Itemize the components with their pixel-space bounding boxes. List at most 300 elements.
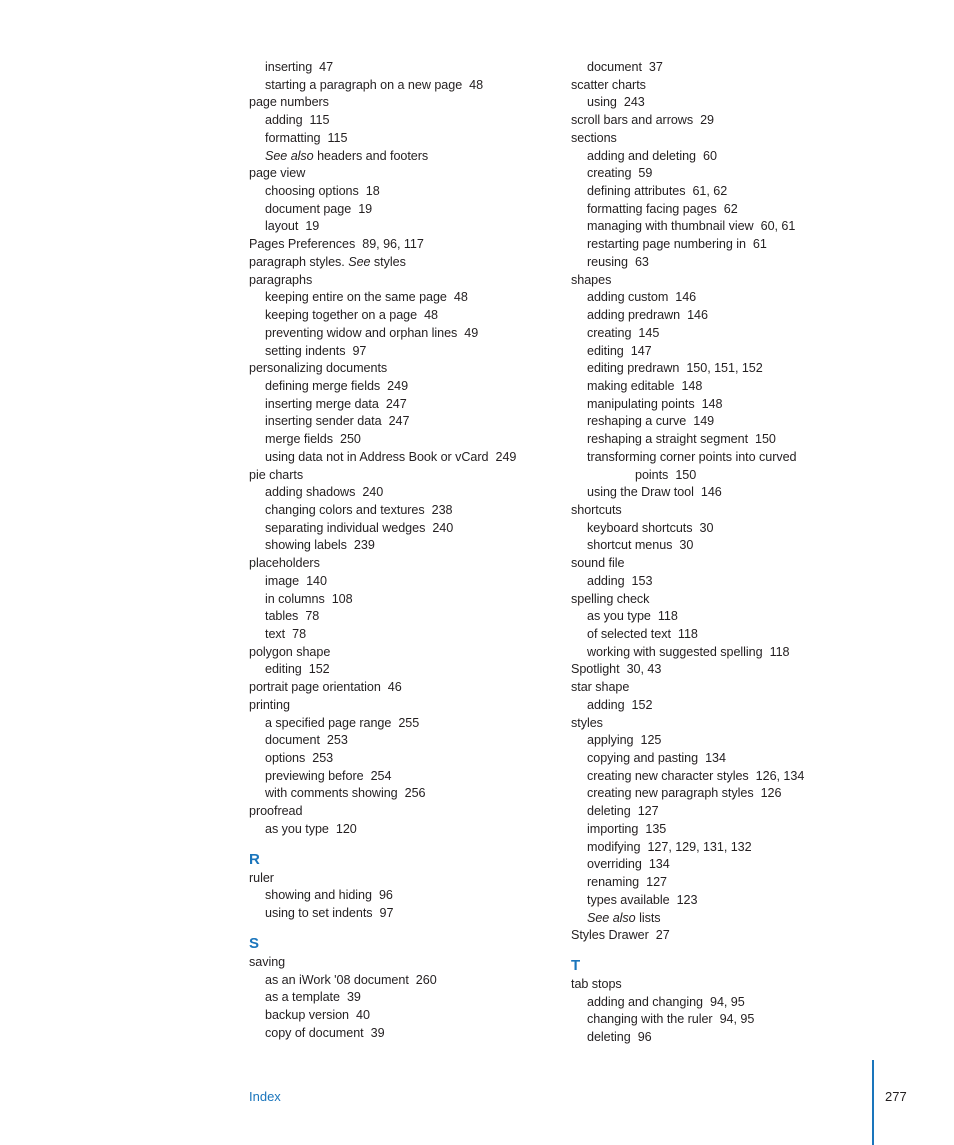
index-entry	[571, 715, 901, 733]
index-subentry	[249, 148, 549, 166]
index-subentry	[571, 626, 901, 644]
index-term: headers and footers	[313, 148, 429, 163]
page-reference: 240	[432, 520, 454, 535]
index-subentry	[571, 732, 901, 750]
index-subentry	[249, 750, 549, 768]
index-term: paragraph styles.	[249, 254, 349, 269]
index-entry	[249, 236, 549, 254]
page-reference: 152	[631, 697, 653, 712]
index-term: deleting	[587, 804, 631, 819]
index-subentry	[571, 892, 901, 910]
index-subentry	[249, 785, 549, 803]
index-term: adding	[265, 113, 303, 128]
page-reference: 153	[631, 573, 653, 588]
index-term: creating new paragraph styles	[587, 786, 754, 801]
index-subentry	[571, 839, 901, 857]
index-term: reusing	[587, 254, 628, 269]
index-term: setting indents	[265, 343, 346, 358]
page-reference: 149	[693, 414, 715, 429]
index-entry	[571, 976, 901, 994]
index-term: adding and deleting	[587, 148, 696, 163]
page-reference: 27	[655, 928, 670, 943]
index-entry	[249, 165, 549, 183]
page-reference: 97	[379, 906, 394, 921]
index-term: ruler	[249, 870, 274, 885]
page-reference: 239	[353, 538, 375, 553]
index-term: changing colors and textures	[265, 502, 425, 517]
index-term: tables	[265, 609, 299, 624]
index-subentry	[571, 573, 901, 591]
index-term: Spotlight	[571, 662, 620, 677]
index-subentry	[249, 989, 549, 1007]
page-reference: 134	[705, 751, 726, 766]
index-term: page view	[249, 166, 306, 181]
page-reference: 238	[431, 502, 453, 517]
index-subentry	[249, 1025, 549, 1043]
index-subentry	[249, 608, 549, 626]
index-subentry	[249, 972, 549, 990]
index-subentry	[249, 887, 549, 905]
page-reference: 18	[365, 184, 380, 199]
index-term: Styles Drawer	[571, 928, 649, 943]
index-subentry	[249, 715, 549, 733]
index-term: previewing before	[265, 768, 364, 783]
index-term: text	[265, 627, 286, 641]
index-subentry	[571, 994, 901, 1012]
index-entry	[249, 679, 549, 697]
index-term: styles	[571, 715, 603, 730]
index-term: adding	[587, 697, 625, 712]
index-term: a specified page range	[265, 715, 392, 730]
index-term: showing labels	[265, 538, 347, 553]
index-term: copy of document	[265, 1025, 364, 1040]
page-reference: 78	[305, 609, 320, 624]
index-subentry	[249, 183, 549, 201]
index-term: shapes	[571, 272, 612, 287]
index-subentry	[571, 165, 901, 183]
index-term: image	[265, 573, 300, 588]
index-term: in columns	[265, 591, 325, 606]
index-term: backup version	[265, 1007, 350, 1022]
page-reference: 94, 95	[710, 994, 745, 1009]
index-subentry	[249, 502, 549, 520]
page-reference: 115	[327, 130, 348, 145]
index-term: personalizing documents	[249, 361, 388, 376]
index-term: printing	[249, 697, 290, 712]
index-subentry	[571, 183, 901, 201]
index-subentry	[571, 644, 901, 662]
page-reference: 49	[464, 325, 479, 340]
index-term: working with suggested spelling	[587, 644, 763, 659]
index-subentry	[571, 431, 901, 449]
index-subentry	[571, 520, 901, 538]
page-reference: 97	[352, 343, 367, 358]
index-term: page numbers	[249, 95, 329, 110]
index-term: showing and hiding	[265, 888, 372, 903]
page-reference: 62	[723, 201, 738, 216]
see-target: styles	[370, 254, 406, 269]
page-reference: 19	[358, 201, 373, 216]
index-column-right	[571, 59, 901, 1047]
index-subentry	[571, 201, 901, 219]
index-term: merge fields	[265, 432, 333, 447]
index-entry	[249, 360, 549, 378]
index-letter-heading: T	[571, 956, 581, 974]
index-entry	[571, 679, 901, 697]
page-reference: 48	[424, 308, 438, 323]
index-subentry	[249, 626, 549, 644]
index-term: copying and pasting	[587, 751, 699, 766]
see-also-reference: See also	[265, 148, 314, 163]
index-term: managing with thumbnail view	[587, 219, 754, 234]
index-term: reshaping a curve	[587, 414, 687, 429]
index-subentry	[249, 520, 549, 538]
index-term: paragraphs	[249, 272, 313, 287]
page-reference: 59	[638, 166, 653, 181]
page-reference: 30	[679, 538, 694, 553]
page-reference: 127	[637, 804, 659, 819]
index-subentry	[249, 112, 549, 130]
page-reference: 148	[701, 396, 723, 411]
page-reference: 247	[388, 414, 410, 429]
index-term: lists	[635, 910, 661, 925]
page-reference: 48	[469, 77, 484, 92]
page-reference: 127, 129, 131, 132	[647, 839, 752, 854]
page-reference: 61	[752, 237, 767, 252]
page-number: 277	[885, 1089, 907, 1104]
index-term: editing predrawn	[587, 361, 680, 376]
index-term: restarting page numbering in	[587, 237, 746, 252]
page-reference: 94, 95	[719, 1012, 755, 1027]
index-subentry	[571, 289, 901, 307]
index-term: tab stops	[571, 976, 622, 991]
index-term: star shape	[571, 680, 630, 695]
index-term: inserting merge data	[265, 396, 379, 411]
index-subentry	[571, 785, 901, 803]
index-entry	[571, 272, 901, 290]
page-reference: 140	[306, 573, 327, 588]
index-letter-heading: R	[249, 850, 260, 868]
page-reference: 260	[415, 972, 437, 987]
index-term: editing	[587, 343, 624, 358]
page-reference: 47	[319, 60, 334, 74]
index-entry	[571, 661, 901, 679]
page-reference: 250	[340, 432, 361, 447]
index-subentry	[571, 413, 901, 431]
index-subentry	[571, 378, 901, 396]
index-term: document	[265, 733, 320, 748]
index-term: portrait page orientation	[249, 680, 381, 695]
page-reference: 96	[378, 888, 393, 903]
page-reference: 118	[657, 609, 678, 624]
index-term: applying	[587, 733, 634, 748]
see-reference: See	[348, 254, 371, 269]
index-entry	[571, 77, 901, 95]
index-subentry	[571, 1011, 901, 1029]
index-term: saving	[249, 954, 286, 969]
footer-section-label: Index	[249, 1089, 281, 1104]
page-reference: 118	[769, 644, 790, 659]
index-term: using	[587, 95, 617, 110]
index-subentry	[249, 378, 549, 396]
index-entry	[249, 94, 549, 112]
index-term: adding predrawn	[587, 308, 681, 323]
index-term: defining merge fields	[265, 378, 381, 393]
index-subentry	[249, 661, 549, 679]
index-subentry	[249, 289, 549, 307]
index-term: keyboard shortcuts	[587, 520, 693, 535]
page-reference: 61, 62	[692, 184, 728, 199]
index-subentry	[249, 591, 549, 609]
page-reference: 126, 134	[755, 768, 805, 783]
page-reference: 146	[700, 485, 722, 500]
index-term: choosing options	[265, 184, 359, 199]
page-reference: 39	[370, 1025, 385, 1040]
index-term: transforming corner points into curved	[587, 449, 797, 464]
index-term: polygon shape	[249, 644, 331, 659]
index-subentry	[571, 325, 901, 343]
page-reference: 255	[398, 715, 420, 730]
index-entry	[249, 555, 549, 573]
page-reference: 253	[312, 751, 334, 766]
index-subentry	[249, 821, 549, 839]
page-reference: 60	[703, 148, 717, 163]
index-term: importing	[587, 821, 639, 836]
index-term: renaming	[587, 875, 640, 890]
index-subentry	[571, 467, 901, 485]
index-term: adding	[587, 573, 625, 588]
index-subentry	[571, 343, 901, 361]
see-also-reference: See also	[587, 910, 636, 925]
index-subentry	[249, 905, 549, 923]
page-reference: 120	[335, 821, 357, 836]
index-term: spelling check	[571, 591, 650, 606]
page-reference: 96	[637, 1030, 652, 1045]
index-term: adding shadows	[265, 485, 356, 500]
index-term: as a template	[265, 990, 340, 1005]
index-subentry	[249, 431, 549, 449]
index-subentry	[249, 201, 549, 219]
index-subentry	[249, 307, 549, 325]
index-subentry	[571, 449, 901, 467]
index-term: editing	[265, 662, 302, 677]
index-term: adding and changing	[587, 994, 703, 1009]
page-reference: 40	[356, 1007, 370, 1022]
index-entry	[249, 644, 549, 662]
page-reference: 127	[646, 875, 667, 890]
index-term: using the Draw tool	[587, 485, 694, 500]
index-subentry	[571, 148, 901, 166]
index-subentry	[571, 254, 901, 272]
page-reference: 152	[308, 662, 330, 677]
page-reference: 256	[404, 786, 426, 801]
index-subentry	[571, 821, 901, 839]
index-subentry	[249, 59, 549, 77]
page-reference: 46	[387, 680, 402, 695]
page-reference: 63	[634, 254, 649, 269]
index-term: starting a paragraph on a new page	[265, 77, 463, 92]
index-subentry	[249, 343, 549, 361]
page-reference: 123	[676, 892, 698, 907]
index-entry	[249, 697, 549, 715]
index-subentry	[571, 360, 901, 378]
page-reference: 249	[387, 378, 409, 393]
index-term: reshaping a straight segment	[587, 432, 749, 447]
index-term: overriding	[587, 857, 642, 872]
index-term: with comments showing	[265, 786, 398, 801]
index-subentry	[249, 768, 549, 786]
page-reference: 30	[699, 520, 714, 535]
index-term: deleting	[587, 1030, 631, 1045]
page-reference: 126	[760, 786, 782, 801]
index-subentry	[571, 59, 901, 77]
index-subentry	[249, 130, 549, 148]
page-reference: 247	[385, 396, 407, 411]
index-subentry	[249, 484, 549, 502]
index-subentry	[249, 325, 549, 343]
index-term: shortcut menus	[587, 538, 673, 553]
index-term: types available	[587, 892, 670, 907]
index-subentry	[249, 573, 549, 591]
page-reference: 19	[305, 219, 320, 234]
page-reference: 48	[453, 290, 468, 305]
index-subentry	[571, 768, 901, 786]
page-reference: 243	[623, 95, 645, 110]
index-term: defining attributes	[587, 184, 686, 199]
index-entry	[249, 272, 549, 290]
page-reference: 146	[675, 290, 697, 305]
index-term: as an iWork '08 document	[265, 972, 409, 987]
index-subentry	[249, 77, 549, 95]
index-term: document page	[265, 201, 352, 216]
index-term: adding custom	[587, 290, 669, 305]
page-reference: 253	[326, 733, 348, 748]
index-subentry	[571, 94, 901, 112]
index-subentry	[571, 608, 901, 626]
index-term: inserting	[265, 60, 313, 74]
index-term: placeholders	[249, 556, 320, 571]
page-reference: 37	[648, 60, 663, 74]
page-reference: 118	[677, 627, 698, 641]
index-term: as you type	[265, 821, 329, 836]
index-subentry	[571, 874, 901, 892]
index-term: modifying	[587, 839, 641, 854]
page-reference: 249	[495, 449, 517, 464]
page-reference: 150, 151, 152	[686, 361, 763, 376]
index-subentry	[571, 484, 901, 502]
page-reference: 115	[309, 113, 330, 128]
index-subentry	[249, 1007, 549, 1025]
page-reference: 146	[687, 308, 708, 323]
page-reference: 240	[362, 485, 384, 500]
page-reference: 134	[648, 857, 670, 872]
index-term: options	[265, 751, 306, 766]
index-term: scroll bars and arrows	[571, 113, 694, 128]
index-term: keeping entire on the same page	[265, 290, 447, 305]
index-term: of selected text	[587, 627, 671, 641]
index-entry	[571, 591, 901, 609]
index-subentry	[571, 218, 901, 236]
page-reference: 254	[370, 768, 392, 783]
page-reference: 150	[755, 432, 776, 447]
index-entry	[249, 954, 549, 972]
page-reference: 148	[681, 378, 703, 393]
index-term: making editable	[587, 378, 675, 393]
index-term: shortcuts	[571, 502, 622, 517]
index-subentry	[571, 236, 901, 254]
index-term: manipulating points	[587, 396, 695, 411]
index-subentry	[571, 1029, 901, 1047]
index-subentry	[571, 910, 901, 928]
page-reference: 145	[638, 325, 660, 340]
index-term: proofread	[249, 804, 303, 819]
index-subentry	[571, 856, 901, 874]
index-term: using data not in Address Book or vCard	[265, 449, 489, 464]
index-subentry	[249, 413, 549, 431]
page-reference: 60, 61	[760, 219, 796, 234]
index-term: scatter charts	[571, 77, 646, 92]
index-term: Pages Preferences	[249, 237, 356, 252]
index-subentry	[249, 218, 549, 236]
index-term: pie charts	[249, 467, 304, 482]
index-entry	[249, 870, 549, 888]
footer-divider	[872, 1060, 874, 1145]
page-reference: 147	[630, 343, 652, 358]
index-term: preventing widow and orphan lines	[265, 325, 458, 340]
index-subentry	[571, 307, 901, 325]
index-entry	[571, 502, 901, 520]
page-reference: 30, 43	[626, 662, 662, 677]
index-term: document	[587, 60, 642, 74]
index-subentry	[571, 537, 901, 555]
index-subentry	[571, 750, 901, 768]
page-reference: 108	[331, 591, 353, 606]
index-subentry	[571, 697, 901, 715]
index-column-left	[249, 59, 549, 1042]
index-subentry	[249, 537, 549, 555]
index-term: separating individual wedges	[265, 520, 426, 535]
index-term: inserting sender data	[265, 414, 382, 429]
index-subentry	[571, 803, 901, 821]
index-subentry	[571, 396, 901, 414]
index-entry	[571, 555, 901, 573]
index-term: keeping together on a page	[265, 308, 418, 323]
index-term: layout	[265, 219, 299, 234]
index-term: as you type	[587, 609, 651, 624]
index-entry	[249, 254, 549, 272]
index-term: points	[635, 467, 669, 482]
index-subentry	[249, 396, 549, 414]
index-term: formatting	[265, 130, 321, 145]
page-reference: 150	[675, 467, 697, 482]
page-reference: 29	[700, 113, 715, 128]
page-reference: 39	[346, 990, 361, 1005]
index-term: sections	[571, 130, 617, 145]
index-term: changing with the ruler	[587, 1012, 713, 1027]
index-entry	[571, 130, 901, 148]
page-reference: 135	[645, 821, 667, 836]
index-entry	[249, 803, 549, 821]
index-letter-heading: S	[249, 934, 260, 952]
index-term: creating	[587, 325, 632, 340]
index-subentry	[249, 732, 549, 750]
index-subentry	[249, 449, 549, 467]
index-entry	[571, 112, 901, 130]
index-entry	[249, 467, 549, 485]
index-term: formatting facing pages	[587, 201, 717, 216]
index-term: sound file	[571, 556, 625, 571]
page-reference: 78	[292, 627, 307, 641]
